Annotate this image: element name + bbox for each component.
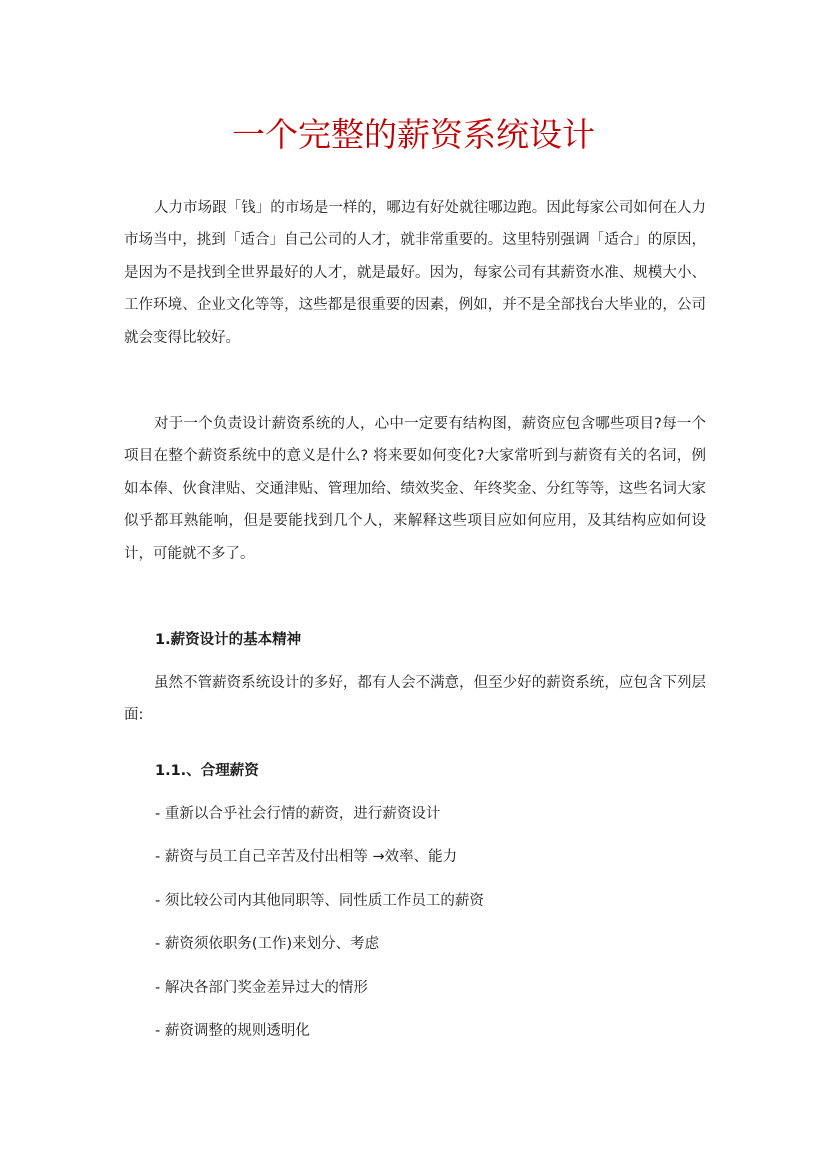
list-item: - 重新以合乎社会行情的薪资，进行薪资设计 (155, 806, 441, 822)
subsection-heading: 1.1.、合理薪资 (155, 763, 259, 779)
list-item: - 薪资与员工自己辛苦及付出相等 →效率、能力 (155, 849, 458, 866)
list-item: - 解决各部门奖金差异过大的情形 (155, 979, 368, 996)
bullet-list (155, 803, 715, 1063)
paragraph-structure: 对于一个负责设计薪资系统的人，心中一定要有结构图，薪资应包含哪些项目?每一个项目在整个薪资系统中的意义是什么? 将来要如何变化?大家常听到与薪资有关的名词，例如本俸、伙食津贴、交通津贴、管理加给、绩效奖金、年终奖金、分红等等，这些名词大家似乎都耳熟能响，但是要能找到几个人，来解释这些项目应如何应用，及其结构应如何设计，可能就不多了。 (124, 416, 706, 562)
paragraph-intro: 人力市场跟「钱」的市场是一样的，哪边有好处就往哪边跑。因此每家公司如何在人力市场当中，挑到「适合」自己公司的人才，就非常重要的。这里特别强调「适合」的原因，是因为不是找到全世界最好的人才，就是最好。因为，每家公司有其薪资水准、规模大小、工作环境、企业文化等等，这些都是很重要的因素，例如，并不是全部找台大毕业的，公司就会变得比较好。 (124, 200, 706, 346)
list-item: - 须比较公司内其他同职等、同性质工作员工的薪资 (155, 892, 484, 909)
document-title: 一个完整的薪资系统设计 (232, 115, 595, 154)
paragraph-layers: 虽然不管薪资系统设计的多好，都有人会不满意，但至少好的薪资系统，应包含下列层面: (124, 675, 706, 724)
list-item: - 薪资须依职务(工作)来划分、考虑 (155, 936, 380, 953)
section-heading: 1.薪资设计的基本精神 (155, 632, 302, 648)
list-item: - 薪资调整的规则透明化 (155, 1022, 310, 1039)
